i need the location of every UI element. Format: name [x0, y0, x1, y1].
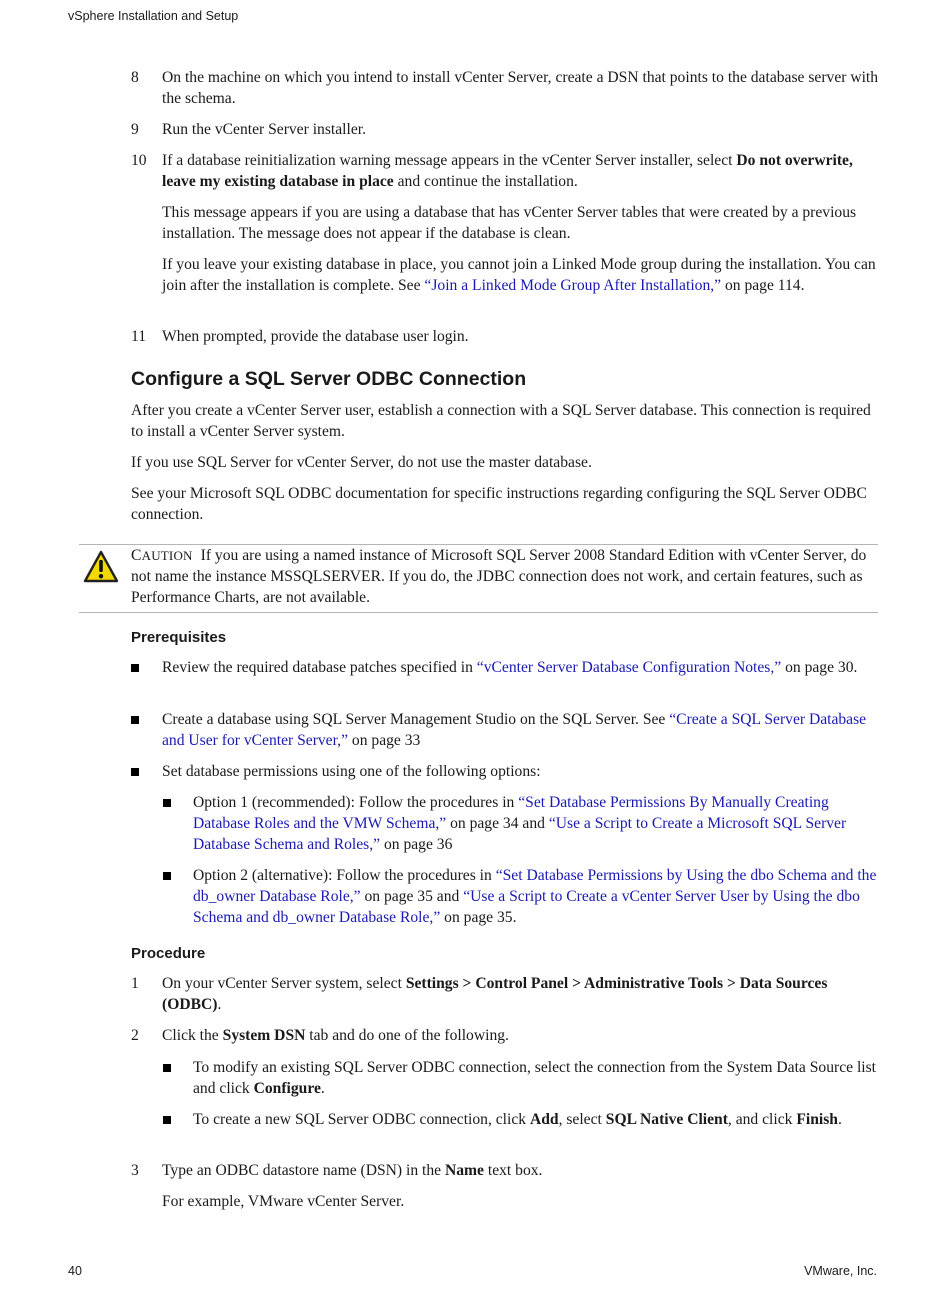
text-run: , select	[558, 1111, 606, 1128]
text-run: and continue the installation.	[393, 173, 578, 190]
text-run: Review the required database patches specified in	[162, 659, 477, 676]
text-run: If you leave your existing database in place, you cannot join a Linked Mode group during the installation. You can join after the installation is complete. See	[162, 256, 876, 294]
bullet-icon	[163, 799, 171, 807]
procedure-step-1	[131, 973, 879, 1015]
text-run: Option 1 (recommended): Follow the procedures in	[193, 794, 519, 811]
sub-list-item	[193, 1109, 879, 1130]
intro-paragraph: After you create a vCenter Server user, establish a connection with a SQL Server database. This connection is required to install a vCenter Server system.	[131, 402, 871, 440]
bullet-icon	[131, 768, 139, 776]
text-run: on page 33	[348, 732, 421, 749]
text-run: on page 114.	[721, 277, 805, 294]
step-10-linked-mode-note	[162, 254, 879, 296]
text-run: text box.	[483, 1162, 543, 1179]
step-text	[162, 1025, 879, 1046]
text-run: , and click	[727, 1111, 797, 1128]
warning-triangle-icon	[83, 550, 119, 584]
step-text: On the machine on which you intend to install vCenter Server, create a DSN that points to the database server with the schema.	[162, 69, 879, 107]
text-run: On your vCenter Server system, select	[162, 975, 406, 992]
prerequisites-heading: Prerequisites	[131, 629, 227, 646]
step-9	[131, 119, 879, 140]
company-name: VMware, Inc.	[804, 1264, 877, 1278]
sub-list-item	[193, 865, 879, 928]
text-run: tab and do one of the following.	[305, 1027, 509, 1044]
step-number: 3	[131, 1162, 139, 1179]
step-number: 11	[131, 328, 147, 345]
step-number: 8	[131, 69, 139, 86]
step-10-note: This message appears if you are using a database that has vCenter Server tables that were created by a previous installation. The message does not appear if the database is clean.	[162, 204, 857, 242]
step-8	[131, 67, 879, 109]
ui-button-label: Finish	[796, 1111, 838, 1128]
step-number: 1	[131, 975, 139, 992]
sub-list-item	[193, 792, 879, 855]
cross-reference-link[interactable]: “Use a Script to Create a Microsoft SQL Server Database Schema and Roles,”	[193, 815, 847, 853]
step-11	[131, 326, 879, 347]
procedure-step-2	[131, 1025, 879, 1046]
procedure-step-3	[131, 1160, 879, 1181]
bullet-icon	[163, 1064, 171, 1072]
text-run: Type an ODBC datastore name (DSN) in the	[162, 1162, 445, 1179]
ui-option-label: SQL Native Client	[605, 1111, 728, 1128]
step-3-example: For example, VMware vCenter Server.	[162, 1193, 405, 1210]
text-run: To modify an existing SQL Server ODBC connection, select the connection from the System Data Source list and click	[193, 1059, 877, 1097]
cross-reference-link[interactable]: “Join a Linked Mode Group After Installation,”	[424, 277, 722, 294]
text-run: To create a new SQL Server ODBC connection, click	[193, 1111, 530, 1128]
caution-note	[131, 545, 879, 608]
text-run: If a database reinitialization warning message appears in the vCenter Server installer, select	[162, 152, 737, 169]
list-item	[162, 657, 879, 678]
cross-reference-link[interactable]: “Use a Script to Create a vCenter Server User by Using the dbo Schema and db_owner Database Role,”	[193, 888, 860, 926]
cross-reference-link[interactable]: “Set Database Permissions By Manually Creating Database Roles and the VMW Schema,”	[193, 794, 829, 832]
step-text: When prompted, provide the database user login.	[162, 328, 469, 345]
text-run: on page 30.	[781, 659, 858, 676]
ui-button-label: Add	[529, 1111, 559, 1128]
list-item	[162, 709, 879, 751]
text-run: on page 35 and	[360, 888, 464, 905]
list-item: Set database permissions using one of the following options:	[162, 763, 541, 780]
procedure-heading: Procedure	[131, 945, 206, 962]
step-text	[162, 1160, 879, 1181]
ui-tab-label: System DSN	[222, 1027, 306, 1044]
cross-reference-link[interactable]: “vCenter Server Database Configuration Notes,”	[476, 659, 782, 676]
menu-path: Settings > Control Panel > Administrative Tools > Data Sources (ODBC)	[162, 975, 828, 1013]
cross-reference-link[interactable]: “Create a SQL Server Database and User for vCenter Server,”	[162, 711, 867, 749]
ui-button-label: Configure	[253, 1080, 321, 1097]
step-text	[162, 973, 879, 1015]
section-title: Configure a SQL Server ODBC Connection	[131, 368, 527, 390]
running-head: vSphere Installation and Setup	[68, 9, 239, 23]
text-run: .	[837, 1111, 842, 1128]
text-run: Create a database using SQL Server Management Studio on the SQL Server. See	[162, 711, 670, 728]
text-run: on page 36	[380, 836, 453, 853]
step-10	[131, 150, 879, 192]
step-text: Run the vCenter Server installer.	[162, 121, 366, 138]
ui-option-label: Do not overwrite, leave my existing database in place	[162, 152, 853, 190]
text-run: on page 35.	[440, 909, 517, 926]
step-number: 2	[131, 1027, 139, 1044]
bullet-icon	[131, 716, 139, 724]
caution-bottom-rule	[79, 612, 878, 613]
text-run: Click the	[162, 1027, 223, 1044]
text-run: Option 2 (alternative): Follow the procedures in	[193, 867, 496, 884]
bullet-icon	[131, 664, 139, 672]
bullet-icon	[163, 872, 171, 880]
bullet-icon	[163, 1116, 171, 1124]
caution-text: If you are using a named instance of Microsoft SQL Server 2008 Standard Edition with vCenter Server, do not name the instance MSSQLSERVER. If you do, the JDBC connection does not work, and certain features, such as Performance Charts, are not available.	[131, 547, 867, 606]
step-text	[162, 150, 879, 192]
text-run: on page 34 and	[446, 815, 549, 832]
text-run: .	[217, 996, 222, 1013]
caution-label: CAUTION	[131, 547, 193, 564]
sub-list-item	[193, 1057, 879, 1099]
page-number: 40	[68, 1264, 82, 1278]
intro-paragraph: If you use SQL Server for vCenter Server, do not use the master database.	[131, 454, 592, 471]
ui-field-label: Name	[445, 1162, 484, 1179]
step-number: 10	[131, 152, 147, 169]
intro-paragraph: See your Microsoft SQL ODBC documentation for specific instructions regarding configuring the SQL Server ODBC connection.	[131, 485, 867, 523]
cross-reference-link[interactable]: “Set Database Permissions by Using the dbo Schema and the db_owner Database Role,”	[193, 867, 877, 905]
text-run: .	[320, 1080, 325, 1097]
step-number: 9	[131, 121, 139, 138]
